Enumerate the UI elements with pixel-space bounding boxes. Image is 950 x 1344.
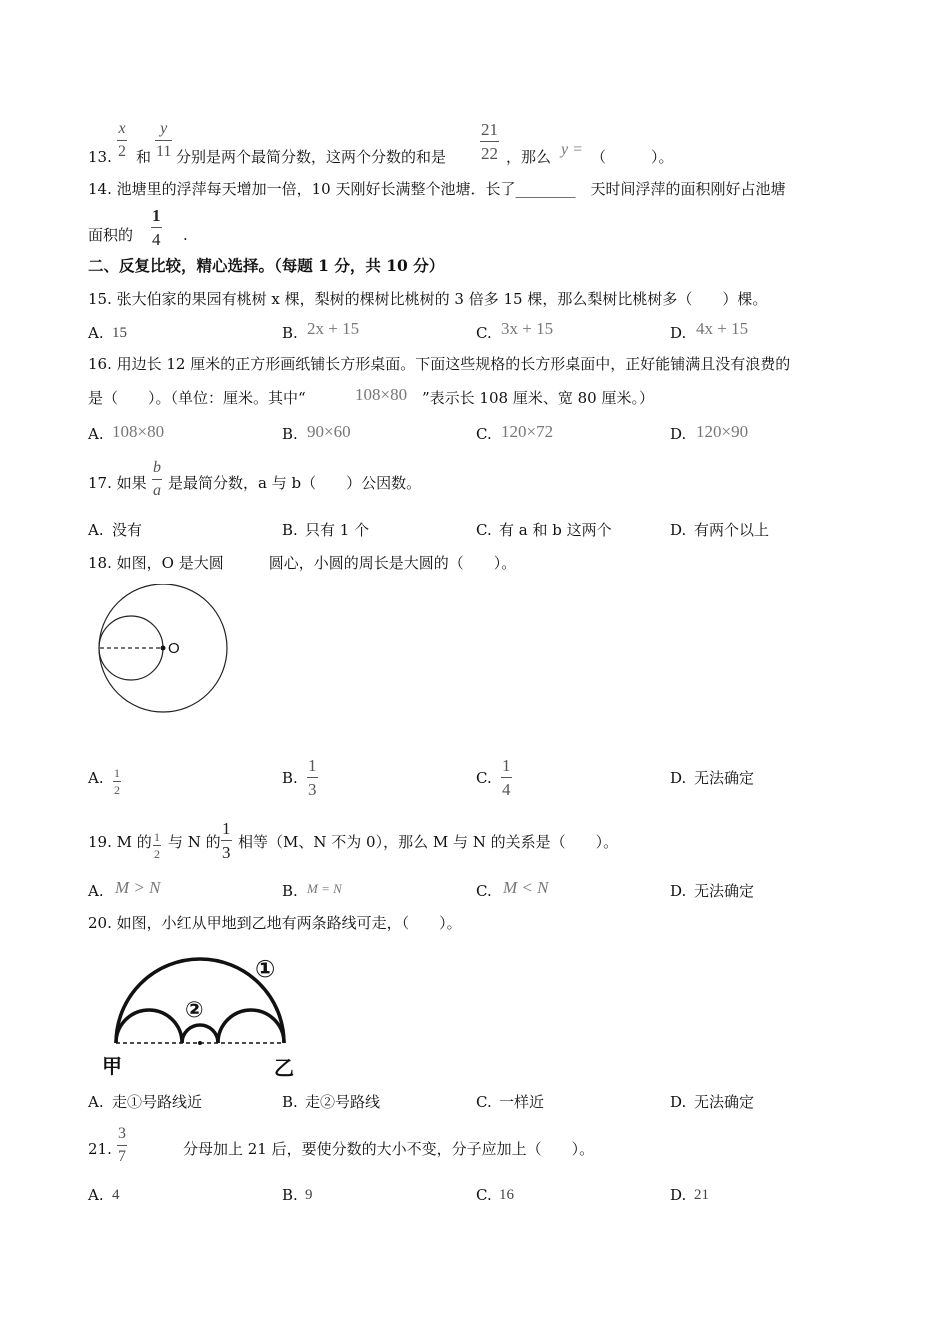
q13-frac2-numerator: y: [160, 120, 168, 137]
center-point: [161, 646, 166, 651]
q20-routes-figure: [100, 953, 300, 1081]
q17-option-a-value: 没有: [112, 521, 143, 539]
q20-option-d-label[interactable]: D.: [670, 1093, 687, 1111]
q18-a-numerator: 1: [114, 766, 120, 780]
q13-fraction-21-over-22: [480, 121, 499, 162]
end-label-yi: 乙: [274, 1056, 294, 1080]
q19-text-part2: 与 N 的: [168, 833, 221, 851]
q20-text: 20. 如图，小红从甲地到乙地有两条路线可走，（ ）。: [88, 914, 462, 932]
q18-option-a-label[interactable]: A.: [88, 769, 104, 787]
q21-option-b-label[interactable]: B.: [282, 1186, 298, 1204]
q13-fraction-y-over-11: [155, 121, 172, 160]
q20-option-b-label[interactable]: B.: [282, 1093, 298, 1111]
q19-option-c-label[interactable]: C.: [476, 882, 492, 900]
q17-text: 是最简分数，a 与 b（ ）公因数。: [168, 474, 422, 492]
q15-option-a-value: 15: [112, 325, 127, 341]
q14-end: .: [183, 226, 188, 244]
q18-option-d-label[interactable]: D.: [670, 769, 687, 787]
q16-option-d-label[interactable]: D.: [670, 425, 687, 443]
q21-option-b-value: 9: [305, 1187, 313, 1203]
route-1-label: ①: [255, 955, 276, 983]
q19-option-b-label[interactable]: B.: [282, 882, 298, 900]
q21-frac-denominator: 7: [118, 1148, 126, 1165]
q18-option-a-fraction: [113, 767, 121, 796]
q15-option-b-value: 2x + 15: [307, 319, 360, 338]
q16-option-b-value: 90×60: [307, 422, 351, 441]
q14-frac-numerator: 1: [152, 206, 161, 225]
q14-text-line1: 14. 池塘里的浮萍每天增加一倍，10 天刚好长满整个池塘．长了________ 天时间浮萍的面积刚好占池塘: [88, 180, 786, 198]
q15-option-c-value: 3x + 15: [501, 319, 554, 338]
q19-option-a-label[interactable]: A.: [88, 882, 104, 900]
q17-option-c-label[interactable]: C.: [476, 521, 492, 539]
q19-frac1-denominator: 2: [154, 847, 160, 861]
q13-number: 13.: [88, 148, 112, 166]
q13-text2: ，那么: [506, 148, 552, 166]
q21-number: 21.: [88, 1140, 112, 1158]
q19-text-part3: 相等（M、N 不为 0），那么 M 与 N 的关系是（ ）。: [238, 833, 619, 851]
q16-option-a-value: 108×80: [112, 422, 165, 441]
q21-option-d-value: 21: [694, 1187, 709, 1203]
q19-fraction-1-over-3: [221, 820, 232, 861]
q13-frac2-denominator: 11: [156, 143, 172, 160]
q19-text-part1: 19. M 的: [88, 833, 152, 851]
q21-fraction-3-over-7: [117, 1126, 127, 1165]
q13-fraction-x-over-2: [117, 121, 127, 160]
q21-option-c-value: 16: [499, 1187, 514, 1203]
q20-option-c-value: 一样近: [499, 1093, 545, 1111]
q21-option-a-value: 4: [112, 1187, 120, 1203]
q14-text-line2: 面积的: [88, 226, 134, 244]
q18-option-c-fraction: [501, 757, 512, 798]
q13-blank: （ ）。: [591, 148, 674, 166]
q18-c-denominator: 4: [502, 780, 511, 799]
q17-option-c-value: 有 a 和 b 这两个: [499, 521, 612, 539]
q16-option-c-label[interactable]: C.: [476, 425, 492, 443]
q17-option-a-label[interactable]: A.: [88, 521, 104, 539]
route-2-arc-left: [116, 1010, 182, 1043]
q16-text-line2a: 是（ ）。（单位：厘米。其中“: [88, 389, 306, 407]
section-2-heading: 二、反复比较，精心选择。（每题 1 分，共 10 分）: [88, 256, 445, 275]
q20-option-a-label[interactable]: A.: [88, 1093, 104, 1111]
q17-frac-denominator: a: [153, 482, 161, 499]
q17-frac-numerator: b: [153, 459, 161, 476]
q16-text-expr: 108×80: [355, 385, 408, 404]
q15-option-c-label[interactable]: C.: [476, 324, 492, 342]
q18-option-d-value: 无法确定: [694, 769, 755, 787]
q13-and: 和: [136, 148, 152, 166]
q21-option-a-label[interactable]: A.: [88, 1186, 104, 1204]
q13-frac3-numerator: 21: [481, 120, 498, 139]
q20-option-a-value: 走①号路线近: [112, 1093, 203, 1111]
middle-point: [198, 1041, 202, 1045]
q19-frac1-numerator: 1: [154, 830, 160, 844]
q20-option-d-value: 无法确定: [694, 1093, 755, 1111]
q18-option-c-label[interactable]: C.: [476, 769, 492, 787]
route-2-label: ②: [185, 998, 204, 1023]
q13-frac1-denominator: 2: [118, 143, 126, 160]
route-2-arc-middle: [182, 1025, 218, 1043]
q15-option-a-label[interactable]: A.: [88, 324, 104, 342]
q16-text-line1: 16. 用边长 12 厘米的正方形画纸铺长方形桌面。下面这些规格的长方形桌面中，正好能铺满且没有浪费的: [88, 355, 791, 373]
q16-option-d-value: 120×90: [696, 422, 749, 441]
q18-option-b-label[interactable]: B.: [282, 769, 298, 787]
q15-option-b-label[interactable]: B.: [282, 324, 298, 342]
q17-option-b-value: 只有 1 个: [305, 521, 370, 539]
q14-fraction-1-over-4: [151, 207, 162, 248]
q15-text: 15. 张大伯家的果园有桃树 x 棵，梨树的棵树比桃树的 3 倍多 15 棵，那么梨树比桃树多（ ）棵。: [88, 290, 768, 308]
q18-c-numerator: 1: [502, 756, 511, 775]
q17-option-d-value: 有两个以上: [694, 521, 770, 539]
q19-fraction-1-over-2: [153, 831, 161, 860]
q18-b-denominator: 3: [308, 780, 317, 799]
start-label-jia: 甲: [102, 1054, 122, 1078]
q21-frac-numerator: 3: [118, 1125, 126, 1142]
q21-text: 分母加上 21 后，要使分数的大小不变，分子应加上（ ）。: [183, 1140, 595, 1158]
q20-option-b-value: 走②号路线: [305, 1093, 381, 1111]
q14-frac-denominator: 4: [152, 230, 161, 249]
q15-option-d-value: 4x + 15: [696, 319, 749, 338]
q13-frac1-numerator: x: [118, 120, 126, 137]
q18-circles-figure: [98, 584, 233, 716]
q19-frac2-denominator: 3: [222, 843, 231, 862]
q19-option-a-value: M > N: [115, 878, 161, 897]
q17-option-b-label[interactable]: B.: [282, 521, 298, 539]
q19-option-d-value: 无法确定: [694, 882, 755, 900]
q19-frac2-numerator: 1: [222, 819, 231, 838]
q17-option-d-label[interactable]: D.: [670, 521, 687, 539]
q13-frac3-denominator: 22: [481, 144, 498, 163]
q18-a-denominator: 2: [114, 783, 120, 797]
q17-number: 17. 如果: [88, 474, 147, 492]
q19-option-c-value: M < N: [503, 878, 549, 897]
q13-y-equals: y =: [561, 141, 583, 158]
q18-option-b-fraction: [307, 757, 318, 798]
q19-option-d-label[interactable]: D.: [670, 882, 687, 900]
q16-option-a-label[interactable]: A.: [88, 425, 104, 443]
q15-option-d-label[interactable]: D.: [670, 324, 687, 342]
q17-fraction-b-over-a: [152, 460, 162, 499]
q16-option-b-label[interactable]: B.: [282, 425, 298, 443]
q16-option-c-value: 120×72: [501, 422, 554, 441]
q19-option-b-value: M = N: [307, 881, 342, 896]
q13-text1: 分别是两个最简分数，这两个分数的和是: [176, 148, 447, 166]
q21-option-d-label[interactable]: D.: [670, 1186, 687, 1204]
q18-text: 18. 如图，O 是大圆 圆心，小圆的周长是大圆的（ ）。: [88, 554, 517, 572]
q16-text-line2b: ”表示长 108 厘米、宽 80 厘米。）: [422, 389, 654, 407]
route-2-arc-right: [218, 1010, 284, 1043]
q18-b-numerator: 1: [308, 756, 317, 775]
center-label-o: O: [168, 640, 180, 657]
q20-option-c-label[interactable]: C.: [476, 1093, 492, 1111]
q21-option-c-label[interactable]: C.: [476, 1186, 492, 1204]
